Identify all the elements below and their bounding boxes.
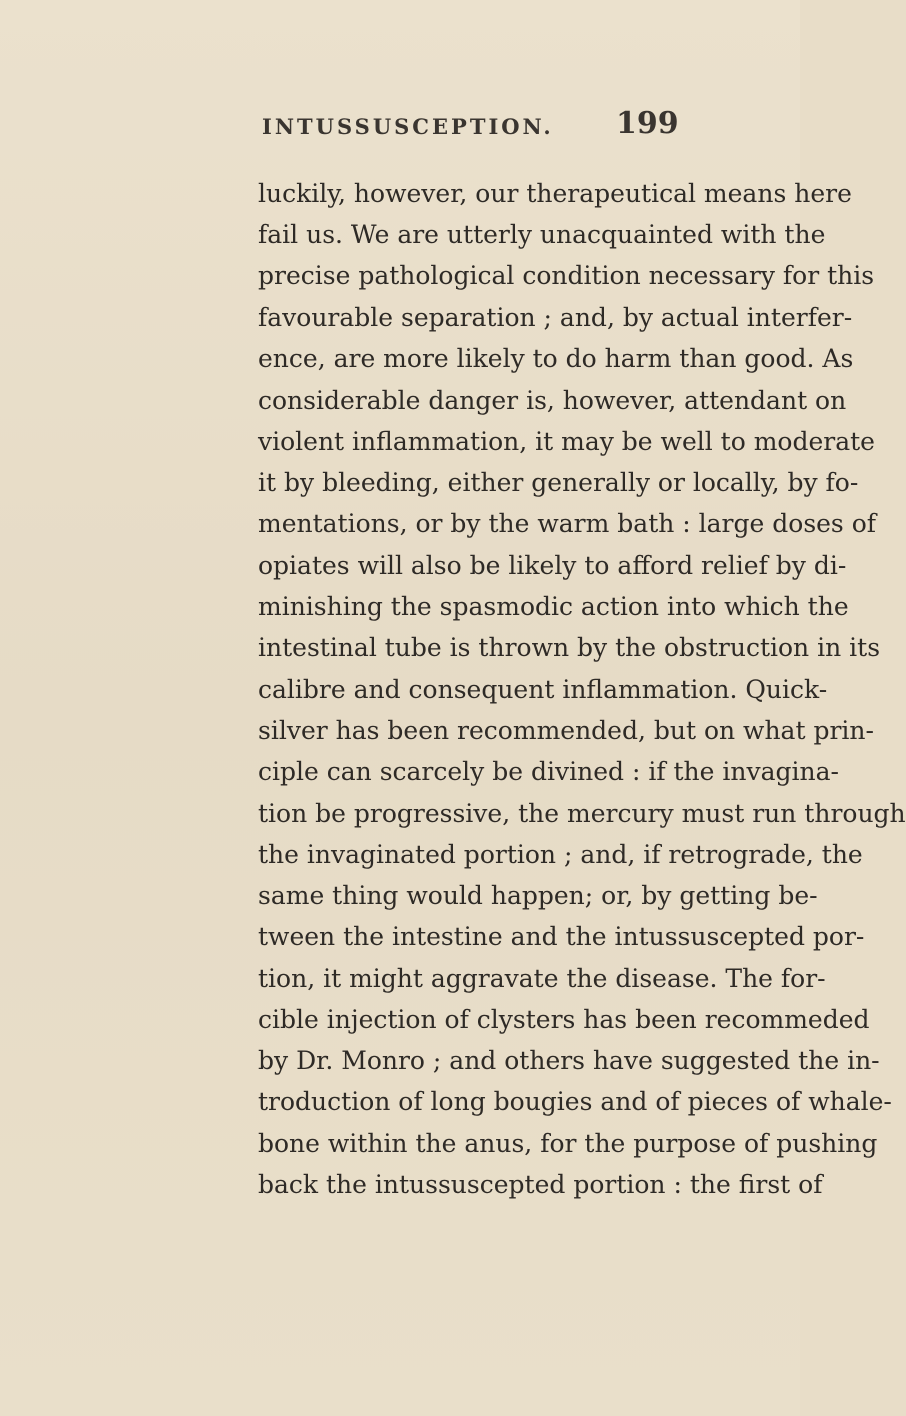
- text-line: bone within the anus, for the purpose of pushing: [258, 1129, 878, 1158]
- text-line: the invaginated portion ; and, if retrograde, the: [258, 840, 863, 869]
- text-line: it by bleeding, either generally or locally, by fo-: [258, 468, 859, 497]
- text-line: silver has been recommended, but on what prin-: [258, 716, 874, 745]
- text-line: luckily, however, our therapeutical means here: [258, 179, 852, 208]
- text-line: ence, are more likely to do harm than good. As: [258, 344, 854, 373]
- text-line: mentations, or by the warm bath : large doses of: [258, 509, 877, 538]
- text-line: tion, it might aggravate the disease. The for-: [258, 964, 826, 993]
- text-line: ciple can scarcely be divined : if the invagina-: [258, 757, 839, 786]
- text-line: calibre and consequent inflammation. Quick-: [258, 675, 828, 704]
- text-line: intestinal tube is thrown by the obstruction in its: [258, 633, 881, 662]
- text-line: tween the intestine and the intussuscepted por-: [258, 922, 865, 951]
- text-line: fail us. We are utterly unacquainted with the: [258, 220, 826, 249]
- text-line: violent inflammation, it may be well to moderate: [258, 427, 875, 456]
- text-line: troduction of long bougies and of pieces of whale-: [258, 1087, 892, 1116]
- page-number: 199: [616, 106, 679, 141]
- text-line: cible injection of clysters has been recommeded: [258, 1005, 870, 1034]
- text-line: precise pathological condition necessary for this: [258, 261, 875, 290]
- text-line: tion be progressive, the mercury must run through: [258, 799, 906, 828]
- running-title: INTUSSUSCEPTION.: [262, 114, 554, 139]
- text-line: by Dr. Monro ; and others have suggested the in-: [258, 1046, 880, 1075]
- running-head: [0, 106, 800, 146]
- text-line: back the intussuscepted portion : the first of: [258, 1170, 823, 1199]
- text-line: opiates will also be likely to afford relief by di-: [258, 551, 847, 580]
- text-line: same thing would happen; or, by getting be-: [258, 881, 818, 910]
- text-line: favourable separation ; and, by actual interfer-: [258, 303, 853, 332]
- text-line: considerable danger is, however, attendant on: [258, 386, 847, 415]
- text-line: minishing the spasmodic action into which the: [258, 592, 849, 621]
